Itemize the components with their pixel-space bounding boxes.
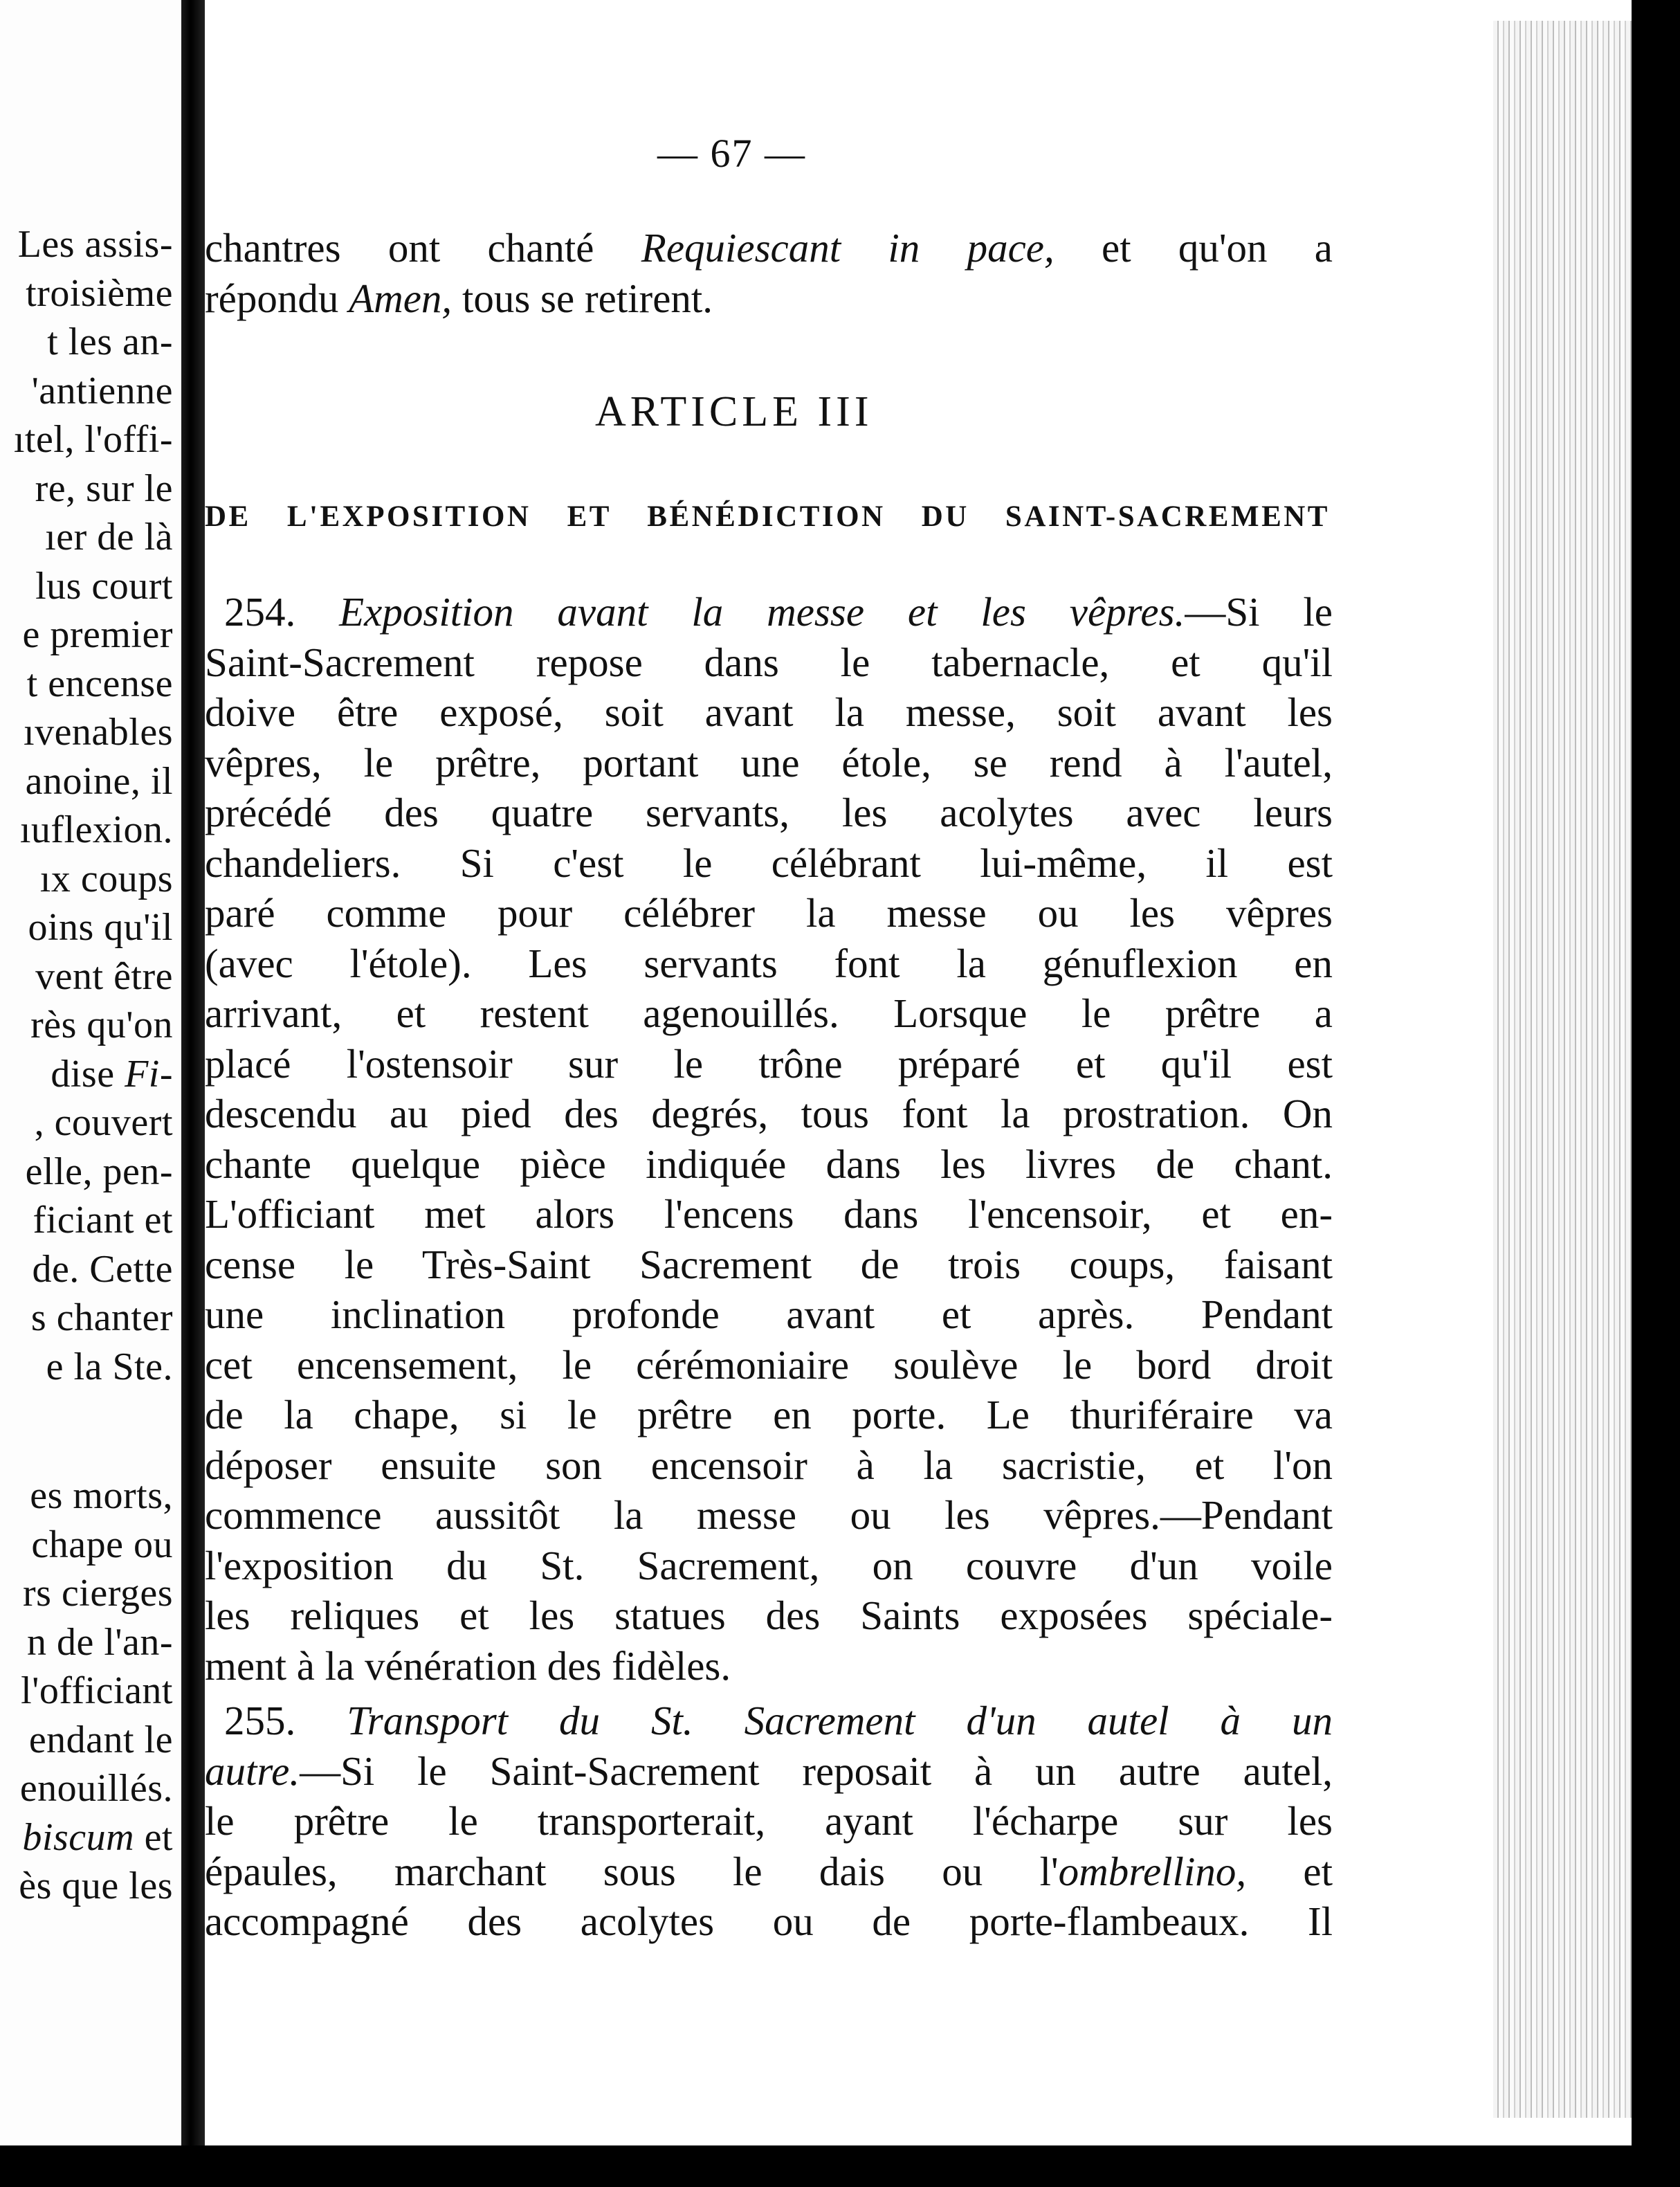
text-line: (avec l'étole). Les servants font la génuflexion en — [205, 940, 1333, 986]
left-text-line: s chanter — [30, 1296, 173, 1339]
paragraph-254 — [205, 587, 1333, 1691]
text-line: doive être exposé, soit avant la messe, soit avant les — [205, 689, 1333, 735]
article-subheading: DE L'EXPOSITION ET BÉNÉDICTION DU SAINT-SACREMENT — [205, 500, 1330, 533]
paragraph-255 — [205, 1696, 1333, 1947]
background-bottom — [0, 2145, 1680, 2187]
text-line: autre.—Si le Saint-Sacrement reposait à un autre autel, — [205, 1748, 1333, 1794]
left-text-line: rès qu'on — [30, 1004, 173, 1046]
background-right — [1632, 0, 1680, 2187]
left-text-line: biscum et — [22, 1815, 173, 1859]
text-line: ment à la vénération des fidèles. — [205, 1642, 731, 1689]
text-line: l'exposition du St. Sacrement, on couvre d'un voile — [205, 1542, 1333, 1588]
article-heading: ARTICLE III — [595, 388, 873, 435]
left-text-line: enouillés. — [19, 1767, 173, 1810]
left-text-line: endant le — [28, 1718, 173, 1761]
left-text-line: ficiant et — [33, 1199, 173, 1242]
text-line: paré comme pour célébrer la messe ou les vêpres — [205, 890, 1333, 936]
page-edges — [1493, 21, 1632, 2118]
left-text-line: oins qu'il — [28, 906, 173, 949]
text-line: accompagné des acolytes ou de porte-flambeaux. Il — [205, 1898, 1333, 1944]
text-line: cense le Très-Saint Sacrement de trois coups, faisant — [205, 1241, 1333, 1287]
left-text-line: , couvert — [34, 1101, 173, 1144]
text-line: précédé des quatre servants, les acolytes avec leurs — [205, 790, 1333, 835]
text-line: arrivant, et restent agenouillés. Lorsque le prêtre a — [205, 990, 1333, 1036]
left-text-line: elle, pen- — [25, 1150, 173, 1193]
left-text-line: l'officiant — [21, 1669, 173, 1712]
left-text-gap — [0, 1391, 181, 1471]
text-line: le prêtre le transporterait, ayant l'écharpe sur les — [205, 1798, 1333, 1844]
left-text-line: ıtel, l'offi- — [13, 418, 173, 461]
left-text-line: t les an- — [47, 320, 173, 363]
text-line: déposer ensuite son encensoir à la sacristie, et l'on — [205, 1442, 1333, 1488]
left-text-line: e premier — [22, 613, 173, 656]
left-text-line: n de l'an- — [26, 1620, 173, 1664]
text-line: chantres ont chanté Requiescant in pace, et qu'on a — [205, 225, 1333, 271]
left-text-line: es morts, — [30, 1474, 173, 1517]
left-text-line: troisième — [26, 271, 173, 315]
left-text-line: rs cierges — [23, 1572, 173, 1615]
left-text-line: ès que les — [19, 1864, 173, 1907]
opening-lines — [205, 223, 1333, 323]
text-line: placé l'ostensoir sur le trône préparé et qu'il est — [205, 1040, 1333, 1087]
left-text-line: e la Ste. — [46, 1345, 173, 1388]
left-text-line: anoine, il — [25, 759, 173, 803]
left-text-line: vent être — [35, 954, 173, 998]
text-line: épaules, marchant sous le dais ou l'ombrellino, et — [205, 1848, 1333, 1894]
text-line: 254. Exposition avant la messe et les vêpres.—Si le — [224, 589, 1333, 635]
left-text-line: ıer de là — [45, 516, 173, 559]
left-text-line: de. Cette — [32, 1247, 173, 1291]
left-facing-page — [0, 0, 181, 2145]
left-text-line: lus court — [35, 564, 173, 608]
left-text-line: ıvenables — [24, 711, 173, 754]
left-text-line: Les assis- — [17, 223, 173, 266]
left-text-line: 'antienne — [31, 369, 173, 412]
left-text-line: chape ou — [31, 1523, 173, 1566]
text-line: L'officiant met alors l'encens dans l'encensoir, et en- — [205, 1191, 1333, 1237]
left-text-line: re, sur le — [35, 466, 173, 510]
left-text-line: ıuflexion. — [19, 808, 173, 851]
text-line: chante quelque pièce indiquée dans les livres de chant. — [205, 1141, 1333, 1187]
left-page-text — [0, 220, 181, 1911]
left-text-line: t encense — [26, 662, 173, 705]
left-text-line: ıx coups — [39, 857, 173, 900]
text-line: cet encensement, le cérémoniaire soulève le bord droit — [205, 1341, 1333, 1388]
left-text-line: dise Fi- — [51, 1052, 173, 1096]
text-line: répondu Amen, tous se retirent. — [205, 275, 713, 321]
text-line: 255. Transport du St. Sacrement d'un autel à un — [224, 1698, 1333, 1743]
text-line: une inclination profonde avant et après. Pendant — [205, 1291, 1333, 1337]
text-line: Saint-Sacrement repose dans le tabernacle, et qu'il — [205, 639, 1333, 685]
text-line: commence aussitôt la messe ou les vêpres.—Pendant — [205, 1492, 1333, 1538]
text-line: de la chape, si le prêtre en porte. Le thuriféraire va — [205, 1392, 1333, 1437]
page-number: — 67 — — [657, 131, 806, 176]
text-line: vêpres, le prêtre, portant une étole, se rend à l'autel, — [205, 739, 1333, 786]
text-line: chandeliers. Si c'est le célébrant lui-même, il est — [205, 840, 1333, 886]
book-gutter — [181, 0, 205, 2187]
text-line: les reliques et les statues des Saints exposées spéciale- — [205, 1592, 1333, 1638]
text-line: descendu au pied des degrés, tous font la prostration. On — [205, 1091, 1333, 1136]
